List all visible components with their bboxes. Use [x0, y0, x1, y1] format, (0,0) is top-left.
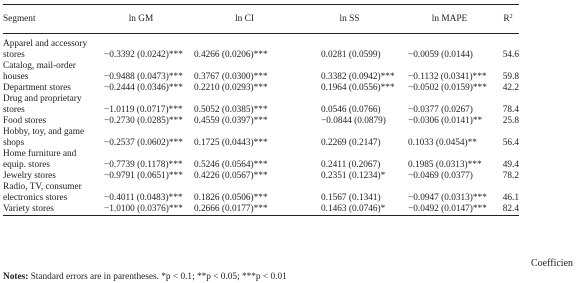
header-r-letter: R [503, 13, 510, 24]
segment-name: Drug and proprietary [3, 94, 82, 104]
cell-empty [192, 149, 297, 160]
cell-gm: −1.0100 (0.0376)*** [90, 204, 192, 216]
cell-mape: 0.1985 (0.0313)*** [408, 160, 482, 170]
header-ln-gm: ln GM [90, 5, 192, 34]
cell-ci: 0.2210 (0.0293)*** [194, 83, 268, 93]
cell-empty [192, 127, 297, 138]
cell-empty [90, 182, 192, 193]
regression-table [3, 4, 519, 216]
cell-empty [90, 94, 192, 105]
cell-mape: −0.0947 (0.0313)*** [408, 193, 487, 203]
cell-r2: 42.2 [502, 83, 519, 93]
segment-name: electronics stores [3, 193, 68, 203]
cell-empty [402, 94, 497, 105]
segment-name: Hobby, toy, and game [3, 127, 85, 137]
notes-label: Notes: [3, 272, 29, 282]
cell-gm: −0.9488 (0.0473)*** [104, 72, 183, 82]
table-row [3, 116, 519, 127]
cell-mape: −0.1132 (0.0341)*** [408, 72, 487, 82]
cell-ci: 0.5246 (0.0564)*** [194, 160, 268, 170]
table-row-label-continuation [3, 61, 519, 72]
segment-name: shops [3, 138, 25, 148]
segment-name: stores [3, 50, 25, 60]
cell-ss: 0.2411 (0.2067) [321, 160, 381, 170]
cell-ss: 0.1463 (0.0746)* [297, 204, 402, 216]
segment-name: equip. stores [3, 160, 50, 170]
cell-empty [297, 127, 402, 138]
cell-empty [192, 182, 297, 193]
table-row [3, 105, 519, 116]
cell-empty [90, 61, 192, 72]
cell-ci: 0.3767 (0.0300)*** [194, 72, 268, 82]
segment-name: Catalog, mail-order [3, 61, 76, 71]
cell-r2: 46.1 [502, 193, 519, 203]
cell-empty [297, 61, 402, 72]
cell-empty [402, 182, 497, 193]
cell-empty [497, 34, 519, 51]
table-row [3, 72, 519, 83]
cell-empty [497, 182, 519, 193]
cell-mape: −0.0492 (0.0147)*** [402, 204, 497, 216]
cell-r2: 59.8 [502, 72, 519, 82]
segment-name: Variety stores [3, 204, 90, 216]
table-body [3, 34, 519, 216]
cell-empty [90, 127, 192, 138]
cell-gm: −0.2444 (0.0346)*** [104, 83, 183, 93]
cell-mape: −0.0306 (0.0141)** [408, 116, 483, 126]
header-segment: Segment [3, 5, 90, 34]
cell-empty [497, 61, 519, 72]
table-row-label-continuation [3, 149, 519, 160]
cell-empty [402, 149, 497, 160]
table-row [3, 171, 519, 182]
cell-r2: 78.4 [502, 105, 519, 115]
cell-empty [90, 34, 192, 51]
segment-name: Home furniture and [3, 149, 77, 159]
cell-ss: 0.0281 (0.0599) [321, 50, 381, 60]
cell-ci: 0.2666 (0.0177)*** [192, 204, 297, 216]
cell-empty [192, 34, 297, 51]
cell-empty [497, 127, 519, 138]
cell-r2: 78.2 [502, 171, 519, 181]
header-ln-mape: ln MAPE [402, 5, 497, 34]
cell-ss: 0.1567 (0.1341) [321, 193, 381, 203]
table-row [3, 204, 519, 216]
cell-empty [402, 34, 497, 51]
header-r-squared [497, 5, 519, 34]
cell-gm: −0.7739 (0.1178)*** [104, 160, 183, 170]
segment-name: stores [3, 105, 25, 115]
cell-empty [402, 127, 497, 138]
cell-mape: −0.0377 (0.0267) [408, 105, 473, 115]
cell-r2: 56.4 [502, 138, 519, 148]
header-row [3, 5, 519, 34]
cell-mape: 0.1033 (0.0454)** [408, 138, 477, 148]
cell-mape: −0.0059 (0.0144) [408, 50, 473, 60]
table-notes [3, 272, 287, 282]
cell-ss: 0.1964 (0.0556)*** [321, 83, 395, 93]
cell-r2: 82.4 [497, 204, 519, 216]
cell-mape: −0.0502 (0.0159)*** [408, 83, 487, 93]
cell-ci: 0.4559 (0.0397)*** [194, 116, 268, 126]
cell-ci: 0.4266 (0.0206)*** [194, 50, 268, 60]
cell-r2: 54.6 [502, 50, 519, 60]
segment-name: Department stores [3, 83, 71, 93]
table-row [3, 193, 519, 204]
cell-empty [192, 94, 297, 105]
cell-ss: 0.2351 (0.1234)* [321, 171, 386, 181]
cell-r2: 49.4 [502, 160, 519, 170]
cell-empty [297, 182, 402, 193]
cell-gm: −1.0119 (0.0717)*** [104, 105, 183, 115]
segment-name: Food stores [3, 116, 47, 126]
cell-gm: −0.3392 (0.0242)*** [104, 50, 183, 60]
cell-empty [497, 149, 519, 160]
table-row [3, 160, 519, 171]
header-ln-ci: ln CI [192, 5, 297, 34]
cell-ci: 0.5052 (0.0385)*** [194, 105, 268, 115]
segment-name: Radio, TV, consumer [3, 182, 82, 192]
cell-empty [297, 149, 402, 160]
table-row [3, 83, 519, 94]
cell-ss: −0.0844 (0.0879) [321, 116, 386, 126]
cell-empty [192, 61, 297, 72]
notes-text: Standard errors are in parentheses. *p < 0.1; **p < 0.05; ***p < 0.01 [28, 272, 287, 282]
cell-empty [297, 94, 402, 105]
cell-gm: −0.9791 (0.0651)*** [104, 171, 183, 181]
cell-mape: −0.0469 (0.0377) [408, 171, 473, 181]
header-r-superscript: 2 [509, 13, 513, 20]
cell-gm: −0.2730 (0.0285)*** [104, 116, 183, 126]
segment-name: Apparel and accessory [3, 39, 88, 49]
cell-r2: 25.8 [502, 116, 519, 126]
segment-name: houses [3, 72, 29, 82]
cell-gm: −0.4011 (0.0483)*** [104, 193, 183, 203]
cell-empty [90, 149, 192, 160]
table-row [3, 50, 519, 61]
segment-name: Jewelry stores [3, 171, 56, 181]
cell-ss: 0.0546 (0.0766) [321, 105, 381, 115]
cell-empty [297, 34, 402, 51]
cell-gm: −0.2537 (0.0602)*** [104, 138, 183, 148]
cell-ci: 0.1725 (0.0443)*** [194, 138, 268, 148]
table-row [3, 138, 519, 149]
cell-empty [402, 61, 497, 72]
table-row-label-continuation [3, 94, 519, 105]
table-row-label-continuation [3, 182, 519, 193]
cell-ss: 0.2269 (0.2147) [321, 138, 381, 148]
table-row-label-continuation [3, 34, 519, 51]
header-ln-ss: ln SS [297, 5, 402, 34]
cell-empty [497, 94, 519, 105]
side-caption: Coefficien [531, 258, 574, 269]
cell-ss: 0.3382 (0.0942)*** [321, 72, 395, 82]
cell-ci: 0.4226 (0.0567)*** [194, 171, 268, 181]
table-row-label-continuation [3, 127, 519, 138]
cell-ci: 0.1826 (0.0506)*** [194, 193, 268, 203]
